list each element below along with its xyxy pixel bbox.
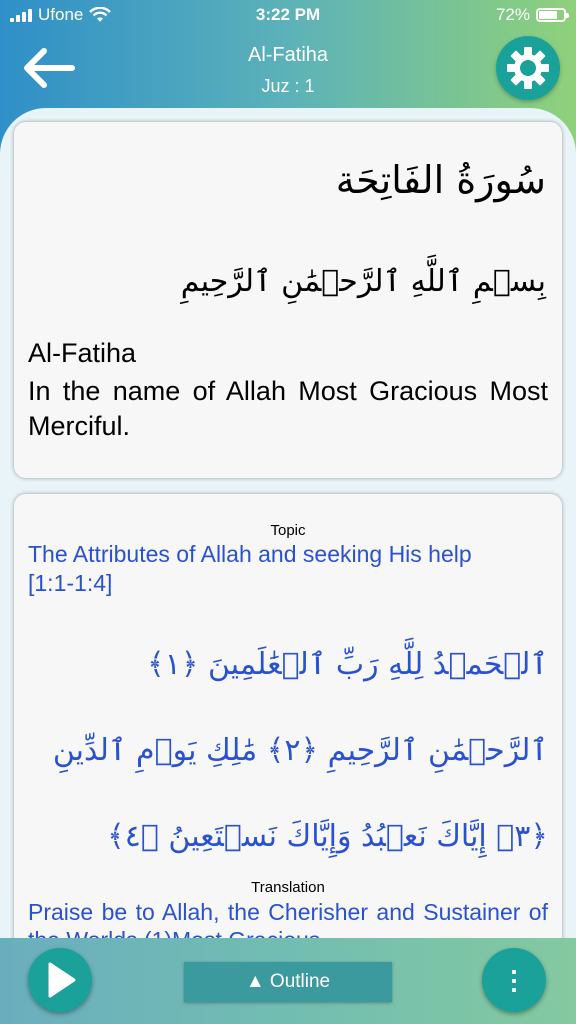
topic-text: The Attributes of Allah and seeking His help [28,541,472,567]
outline-button[interactable] [184,962,392,1002]
juz-label: Juz : 1 [261,76,315,96]
more-vertical-icon: ⋮ [501,964,527,995]
play-button[interactable] [28,948,92,1012]
status-time: 3:22 PM [255,5,321,24]
outline-label: ▲ Outline [245,971,331,992]
surah-title-arabic: سُورَةُ الفَاتِحَة [335,158,546,202]
carrier-name: Ufone [38,5,84,24]
translation-label: Translation [251,879,325,896]
topic-reference: [1:1-1:4] [28,570,113,596]
settings-button[interactable] [496,36,560,100]
bismillah-arabic: بِسۡمِ ٱللَّهِ ٱلرَّحۡمَٰنِ ٱلرَّحِيمِ [180,264,546,299]
header [0,30,576,120]
status-bar [0,0,576,30]
gear-icon [506,46,550,90]
bottom-bar [0,938,576,1024]
verse-card [14,494,562,954]
battery-percent: 72% [495,5,530,24]
surah-name: Al-Fatiha [28,338,137,368]
more-options-button[interactable] [482,948,546,1012]
topic-label: Topic [270,522,306,539]
translation-text: Praise be to Allah, the Cherisher and Sustainer of [28,899,548,925]
page-title: Al-Fatiha [247,44,329,66]
battery-icon [536,8,566,22]
bismillah-translation: In the name of Allah Most Gracious Most Merciful. [28,376,548,441]
verse-arabic-text: ٱلۡحَمۡدُ لِلَّهِ رَبِّ ٱلۡعَٰلَمِينَ ﴿١﴾ ٱلرَّحۡمَٰنِ ٱلرَّحِيمِ ﴿٢﴾ مَٰلِكِ يَوۡمِ ٱلدِّينِ ﴿٣﴾ إِيَّاكَ نَعۡبُدُ وَإِيَّاكَ نَسۡتَعِينُ ﴿٤﴾ [52,647,548,854]
intro-card [14,122,562,478]
battery-group [496,5,566,25]
play-icon [42,960,78,1000]
